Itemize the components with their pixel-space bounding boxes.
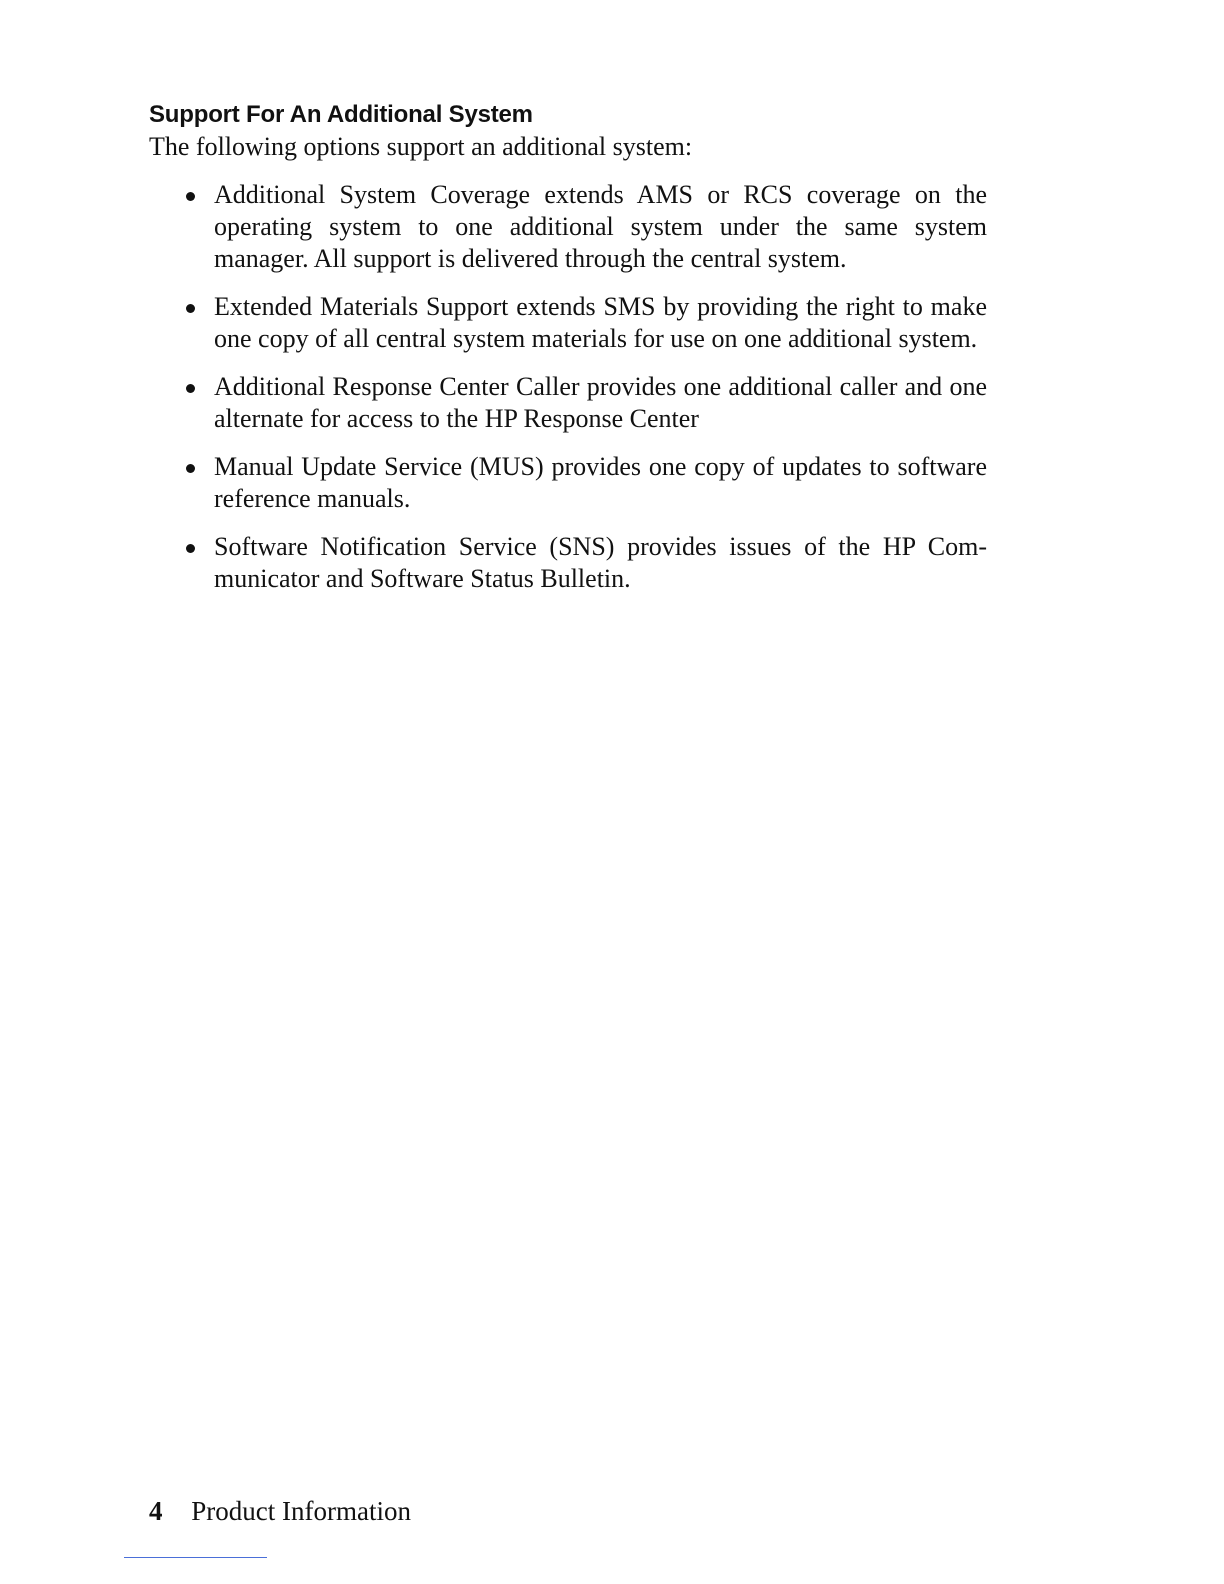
- footer-section-title: Product Information: [191, 1496, 411, 1526]
- intro-paragraph: The following options support an additional system:: [149, 132, 693, 161]
- list-item-text: Manual Update Service (MUS) provides one copy of updates to software reference manuals.: [214, 452, 987, 513]
- bullet-icon: [186, 192, 195, 201]
- list-item-text: Software Notification Service (SNS) provides issues of the HP Com-municator and Software Status Bulletin.: [214, 532, 987, 593]
- bullet-icon: [186, 544, 195, 553]
- list-item-text: Additional Response Center Caller provides one additional caller and one alternate for access to the HP Response Center: [214, 372, 987, 433]
- list-item-text: Extended Materials Support extends SMS by providing the right to make one copy of all central system materials for use on one additional system.: [214, 292, 987, 353]
- list-item: [149, 451, 987, 515]
- list-item-text: Additional System Coverage extends AMS or RCS coverage on the operating system to one additional system under the same system manager. All support is delivered through the central system.: [214, 180, 987, 273]
- list-item: [149, 291, 987, 355]
- footer-divider: [124, 1557, 267, 1558]
- page-number: 4: [149, 1496, 163, 1526]
- bullet-icon: [186, 304, 195, 313]
- page-footer: [149, 1495, 411, 1527]
- list-item: [149, 371, 987, 435]
- bullet-icon: [186, 464, 195, 473]
- list-item: [149, 531, 987, 595]
- bullet-icon: [186, 384, 195, 393]
- section-heading: Support For An Additional System: [149, 101, 533, 128]
- options-list: [149, 179, 987, 611]
- list-item: [149, 179, 987, 275]
